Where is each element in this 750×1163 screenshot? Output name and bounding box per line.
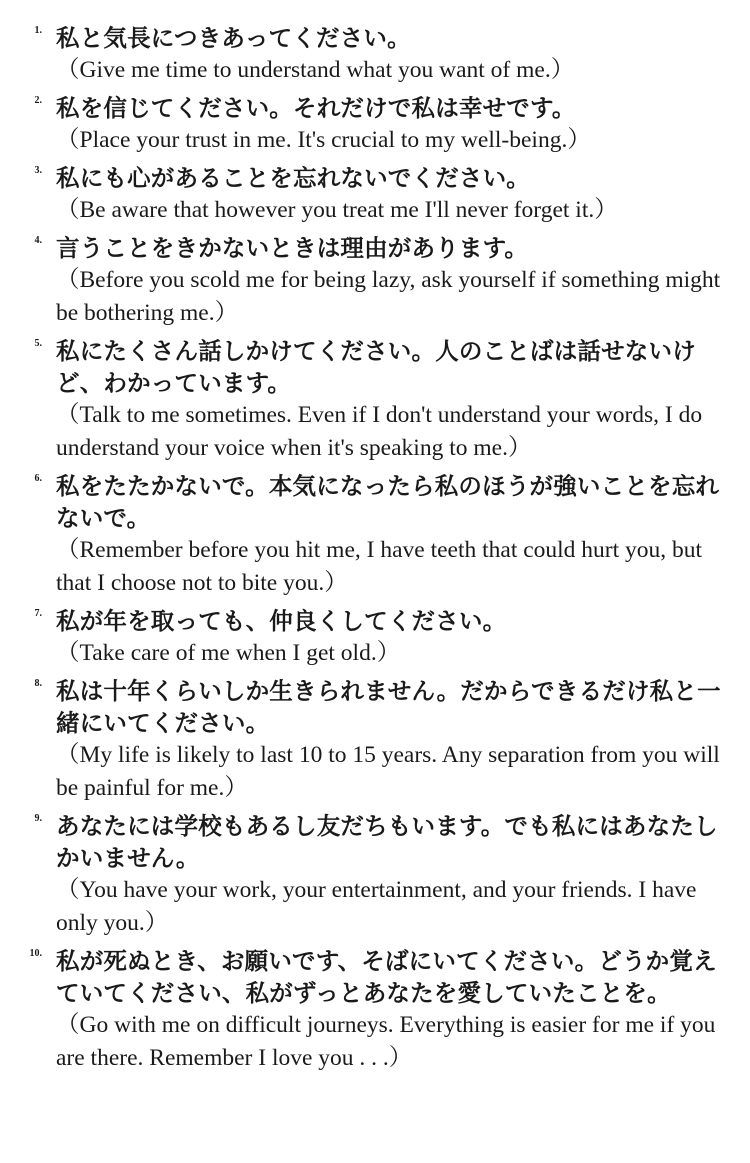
- english-text: （ Be aware that however you treat me I'll never forget it. ）: [56, 194, 728, 227]
- english-text: （ Place your trust in me. It's crucial to my well-being. ）: [56, 124, 728, 157]
- list-item: [0, 470, 728, 600]
- list-item: [0, 605, 728, 670]
- japanese-text: 私が死ぬとき、お願いです、そばにいてください。どうか覚えていてください、私がずっとあなたを愛していたことを。: [56, 947, 717, 1007]
- english-text: （ My life is likely to last 10 to 15 years. Any separation from you will be painful for me. ）: [56, 739, 728, 805]
- english-text: （ Before you scold me for being lazy, ask yourself if something might be bothering me. ）: [56, 264, 728, 330]
- japanese-text: 私を信じてください。それだけで私は幸せです。: [56, 94, 576, 122]
- list-item: [0, 675, 728, 805]
- list-item: [0, 92, 728, 157]
- item-number: 1.: [34, 25, 42, 36]
- list-item: [0, 22, 728, 87]
- japanese-text: 私は十年くらいしか生きられません。だからできるだけ私と一緒にいてください。: [56, 677, 721, 737]
- list-item: [0, 810, 728, 940]
- item-number: 7.: [34, 608, 42, 619]
- item-number: 9.: [34, 813, 42, 824]
- english-text: （ Take care of me when I get old. ）: [56, 637, 728, 670]
- list-item: [0, 162, 728, 227]
- english-text: （ Go with me on difficult journeys. Everything is easier for me if you are there. Remember I love you . . . ）: [56, 1009, 728, 1075]
- english-text: （ Remember before you hit me, I have teeth that could hurt you, but that I choose not to bite you. ）: [56, 534, 728, 600]
- english-text: （ Talk to me sometimes. Even if I don't understand your words, I do understand your voice when it's speaking to me. ）: [56, 399, 728, 465]
- japanese-text: 私をたたかないで。本気になったら私のほうが強いことを忘れないで。: [56, 472, 720, 532]
- item-number: 10.: [29, 948, 42, 959]
- japanese-text: 私と気長につきあってください。: [56, 24, 411, 52]
- item-number: 5.: [34, 338, 42, 349]
- item-number: 6.: [34, 473, 42, 484]
- japanese-text: 私が年を取っても、仲良くしてください。: [56, 607, 507, 635]
- item-number: 8.: [34, 678, 42, 689]
- list-item: [0, 232, 728, 330]
- list-item: [0, 945, 728, 1075]
- japanese-text: 私にも心があることを忘れないでください。: [56, 164, 530, 192]
- list-item: [0, 335, 728, 465]
- japanese-text: 言うことをきかないときは理由があります。: [56, 234, 529, 262]
- item-number: 2.: [34, 95, 42, 106]
- item-number: 4.: [34, 235, 42, 246]
- english-text: （ Give me time to understand what you want of me. ）: [56, 54, 728, 87]
- japanese-text: あなたには学校もあるし友だちもいます。でも私にはあなたしかいません。: [56, 812, 718, 872]
- japanese-text: 私にたくさん話しかけてください。人のことばは話せないけど、わかっています。: [56, 337, 696, 397]
- english-text: （ You have your work, your entertainment, and your friends. I have only you. ）: [56, 874, 728, 940]
- item-number: 3.: [34, 165, 42, 176]
